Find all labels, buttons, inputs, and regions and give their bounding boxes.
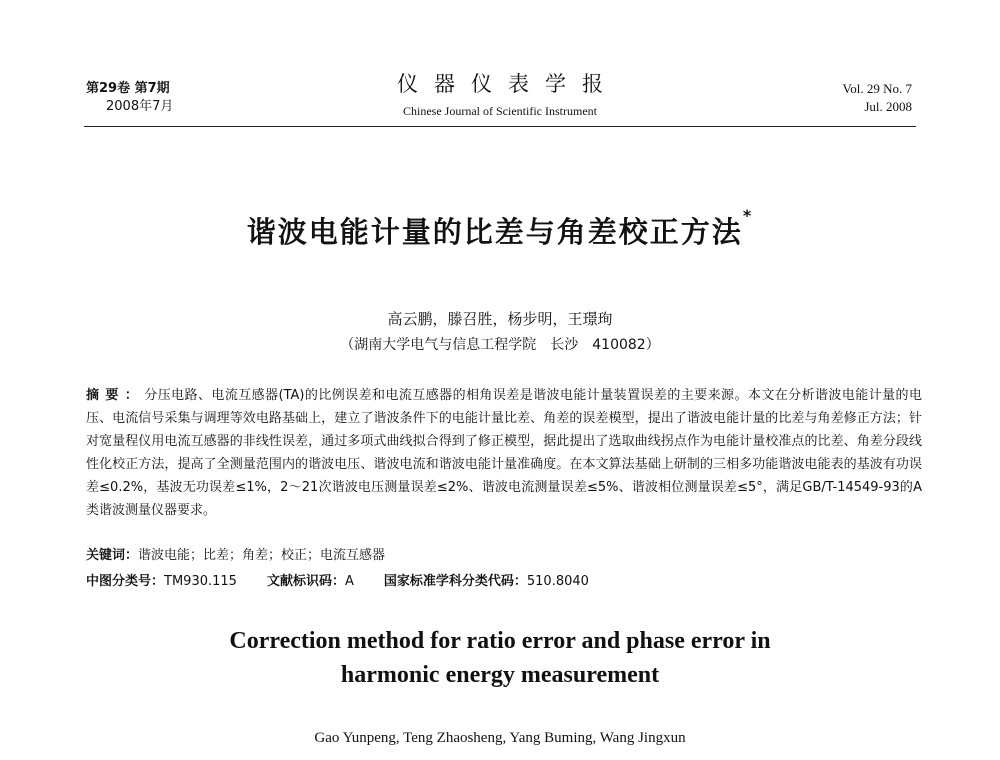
affiliation: （湖南大学电气与信息工程学院 长沙 410082） bbox=[340, 337, 660, 353]
abstract-text: 分压电路、电流互感器(TA)的比例误差和电流互感器的相角误差是谐波电能计量装置误差的主要来源。本文在分析谐波电能计量的电压、电流信号采集与调理等效电路基础上，建立了谐波条件下的电能计量比差、角差的误差模型，提出了谐波电能计量的比差与角差修正方法；针对宽量程仪用电流互感器的非线性误差，通过多项式曲线拟合得到了修正模型，据此提出了选取曲线拐点作为电能计量校准点的比差、角差分段线性化校正方法，提高了全测量范围内的谐波电压、谐波电流和谐波电能计量准确度。在本文算法基础上研制的三相多功能谐波电能表的基波有功误差≤0.2%，基波无功误差≤1%，2～21次谐波电压测量误差≤2%、谐波电流测量误差≤5%、谐波相位测量误差≤5°，满足GB/T-14549-93的A类谐波测量仪器要求。 bbox=[86, 388, 922, 518]
keywords-text: 谐波电能；比差；角差；校正；电流互感器 bbox=[138, 548, 386, 563]
keywords-label: 关键词： bbox=[86, 548, 139, 563]
journal-masthead bbox=[360, 68, 640, 119]
doc-code-label: 文献标识码： bbox=[266, 574, 345, 589]
clc-label: 中图分类号： bbox=[86, 574, 165, 589]
abstract bbox=[86, 384, 922, 522]
article-title-en bbox=[0, 624, 1000, 692]
title-text: 谐波电能计量的比差与角差校正方法 bbox=[246, 215, 743, 249]
authors-cn: 高云鹏，滕召胜，杨步明，王璟珣 bbox=[387, 310, 613, 328]
title-footnote-mark: * bbox=[742, 206, 754, 225]
title-en-line2: harmonic energy measurement bbox=[340, 662, 660, 688]
header-divider bbox=[84, 126, 916, 127]
keywords bbox=[86, 544, 385, 563]
abstract-label: 摘要： bbox=[86, 388, 145, 403]
subject-code-label: 国家标准学科分类代码： bbox=[383, 574, 527, 589]
authors-en: Gao Yunpeng, Teng Zhaosheng, Yang Buming, Wang Jingxun bbox=[314, 730, 686, 746]
journal-name-en: Chinese Journal of Scientific Instrument bbox=[403, 104, 597, 118]
journal-name-cn: 仪器仪表学报 bbox=[397, 72, 619, 96]
date-en: Jul. 2008 bbox=[864, 99, 912, 114]
volume-issue-cn: 第29卷 第7期 bbox=[86, 81, 170, 96]
date-cn: 2008年7月 bbox=[106, 99, 174, 114]
doc-code-value: A bbox=[344, 574, 354, 589]
volume-issue-en: Vol. 29 No. 7 bbox=[842, 81, 912, 96]
issue-info bbox=[86, 80, 173, 116]
article-title-cn bbox=[0, 206, 1000, 251]
subject-code-value: 510.8040 bbox=[526, 574, 589, 589]
title-en-line1: Correction method for ratio error and phase error in bbox=[229, 628, 771, 654]
clc-value: TM930.115 bbox=[164, 574, 237, 589]
issue-info-en bbox=[843, 80, 912, 116]
classification-line bbox=[86, 570, 589, 589]
